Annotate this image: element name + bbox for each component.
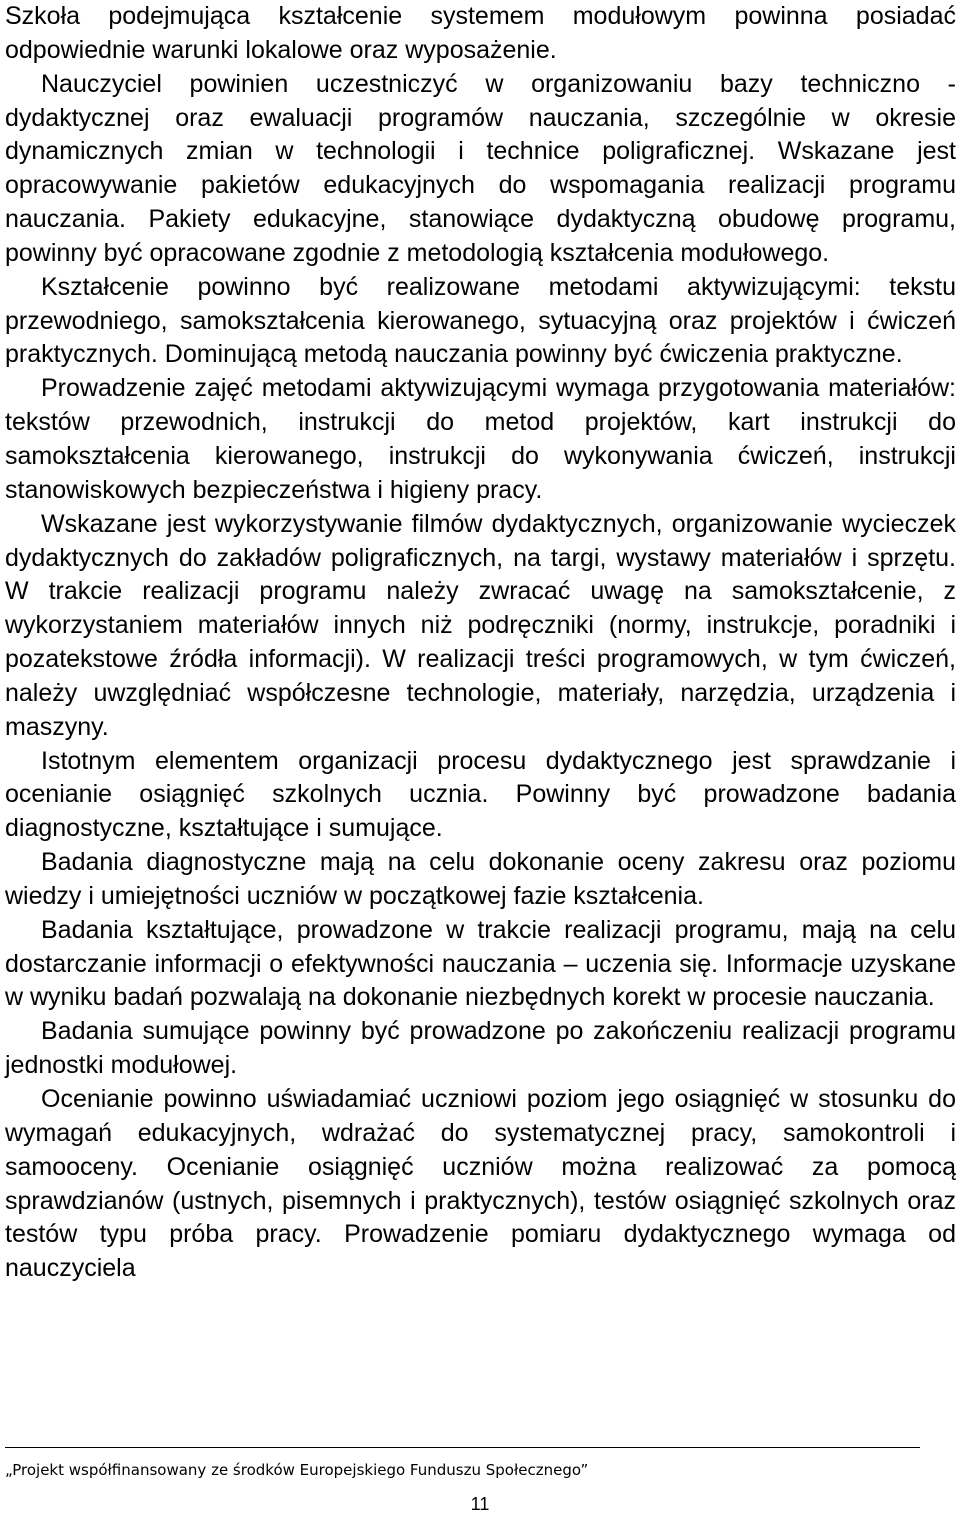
footer-funding-note: „Projekt współfinansowany ze środków Europejskiego Funduszu Społecznego”: [5, 1461, 589, 1479]
paragraph-10: Ocenianie powinno uświadamiać uczniowi poziom jego osiągnięć w stosunku do wymagań edukacyjnych, wdrażać do systematycznej pracy, samokontroli i samooceny. Ocenianie osiągnięć uczniów można realizować za pomocą sprawdzianów (ustnych, pisemnych i praktycznych), testów osiągnięć szkolnych oraz testów typu próba pracy. Prowadzenie pomiaru dydaktycznego wymaga od nauczyciela: [5, 1085, 956, 1283]
footer-divider: [5, 1447, 920, 1448]
paragraph-9: Badania sumujące powinny być prowadzone po zakończeniu realizacji programu jednostki modułowej.: [5, 1017, 956, 1080]
document-body: [5, 0, 956, 1286]
paragraph-6: Istotnym elementem organizacji procesu dydaktycznego jest sprawdzanie i ocenianie osiągnięć szkolnych ucznia. Powinny być prowadzone badania diagnostyczne, kształtujące i sumujące.: [5, 746, 956, 843]
paragraph-2: Nauczyciel powinien uczestniczyć w organizowaniu bazy techniczno - dydaktycznej oraz ewaluacji programów nauczania, szczególnie w okresie dynamicznych zmian w technologii i technice poligraficznej. Wskazane jest opracowywanie pakietów edukacyjnych do wspomagania realizacji programu nauczania. Pakiety edukacyjne, stanowiące dydaktyczną obudowę programu, powinny być opracowane zgodnie z metodologią kształcenia modułowego.: [5, 69, 956, 267]
paragraph-8: Badania kształtujące, prowadzone w trakcie realizacji programu, mają na celu dostarczanie informacji o efektywności nauczania – uczenia się. Informacje uzyskane w wyniku badań pozwalają na dokonanie niezbędnych korekt w procesie nauczania.: [5, 915, 956, 1012]
paragraph-1: Szkoła podejmująca kształcenie systemem modułowym powinna posiadać odpowiednie warunki lokalowe oraz wyposażenie.: [5, 2, 956, 64]
paragraph-5: Wskazane jest wykorzystywanie filmów dydaktycznych, organizowanie wycieczek dydaktycznych do zakładów poligraficznych, na targi, wystawy materiałów i sprzętu. W trakcie realizacji programu należy zwracać uwagę na samokształcenie, z wykorzystaniem materiałów innych niż podręczniki (normy, instrukcje, poradniki i pozatekstowe źródła informacji). W realizacji treści programowych, w tym ćwiczeń, należy uwzględniać współczesne technologie, materiały, narzędzia, urządzenia i maszyny.: [5, 509, 956, 741]
paragraph-3: Kształcenie powinno być realizowane metodami aktywizującymi: tekstu przewodniego, samokształcenia kierowanego, sytuacyjną oraz projektów i ćwiczeń praktycznych. Dominującą metodą nauczania powinny być ćwiczenia praktyczne.: [5, 272, 956, 369]
page-number: 11: [470, 1494, 490, 1514]
paragraph-4: Prowadzenie zajęć metodami aktywizującymi wymaga przygotowania materiałów: tekstów przewodnich, instrukcji do metod projektów, kart instrukcji do samokształcenia kierowanego, instrukcji do wykonywania ćwiczeń, instrukcji stanowiskowych bezpieczeństwa i higieny pracy.: [5, 374, 956, 504]
document-page: [5, 0, 956, 1286]
paragraph-7: Badania diagnostyczne mają na celu dokonanie oceny zakresu oraz poziomu wiedzy i umiejętności uczniów w początkowej fazie kształcenia.: [5, 848, 956, 910]
